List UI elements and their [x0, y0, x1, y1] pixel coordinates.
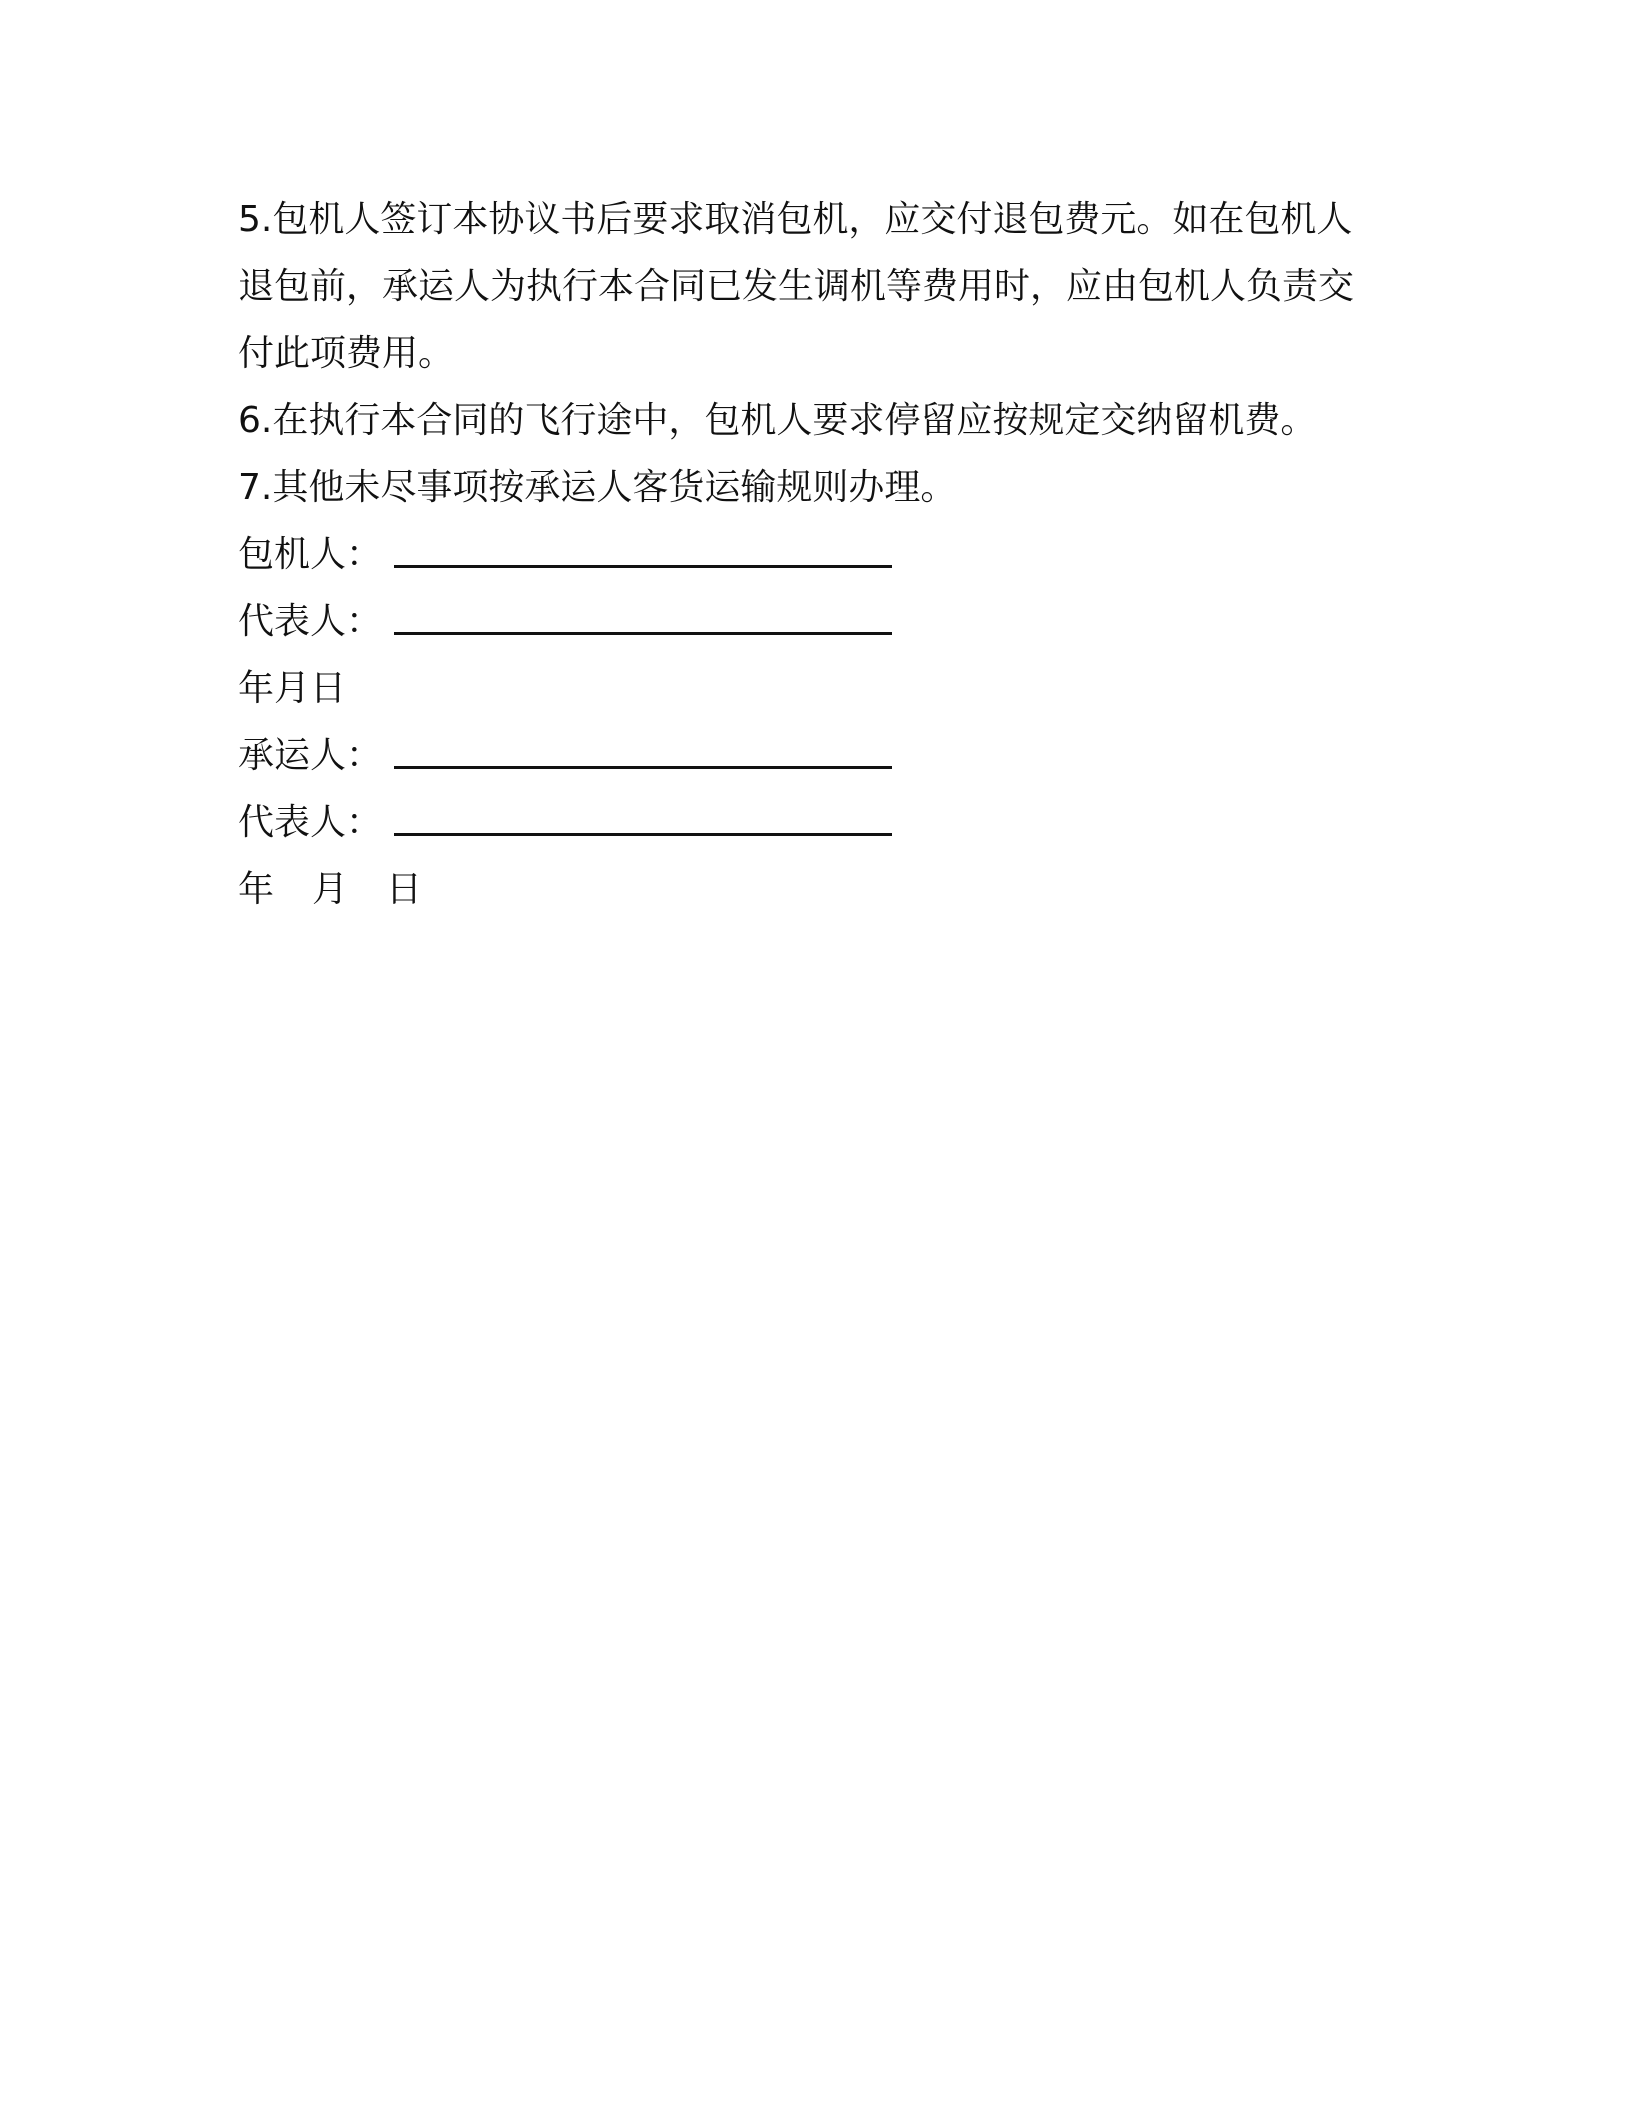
carrier-rep-signature-row: [238, 789, 1398, 856]
carrier-rep-signature-line: [394, 833, 892, 836]
clause-5-line-1: 5.包机人签订本协议书后要求取消包机，应交付退包费元。如在包机人: [238, 199, 1353, 240]
charterer-date: 年月日: [238, 668, 347, 709]
clause-5-line-2: 退包前，承运人为执行本合同已发生调机等费用时，应由包机人负责交: [238, 266, 1355, 307]
carrier-signature-line: [394, 766, 892, 769]
charterer-rep-signature-line: [394, 632, 892, 635]
charterer-rep-label: 代表人：: [238, 601, 383, 642]
carrier-date-day: 日: [386, 869, 423, 910]
charterer-label: 包机人：: [238, 534, 383, 575]
carrier-date-month: 月: [312, 869, 349, 910]
charterer-signature-row: [238, 521, 1398, 588]
clause-5-line-3: 付此项费用。: [238, 333, 455, 374]
charterer-signature-line: [394, 565, 892, 568]
charterer-rep-signature-row: [238, 588, 1398, 655]
carrier-signature-row: [238, 722, 1398, 789]
clause-7: 7.其他未尽事项按承运人客货运输规则办理。: [238, 467, 957, 508]
document-body: [238, 186, 1398, 923]
carrier-rep-label: 代表人：: [238, 802, 383, 843]
carrier-label: 承运人：: [238, 735, 383, 776]
carrier-date: [238, 856, 1398, 923]
clause-6: 6.在执行本合同的飞行途中，包机人要求停留应按规定交纳留机费。: [238, 400, 1317, 441]
carrier-date-year: 年: [238, 869, 275, 910]
